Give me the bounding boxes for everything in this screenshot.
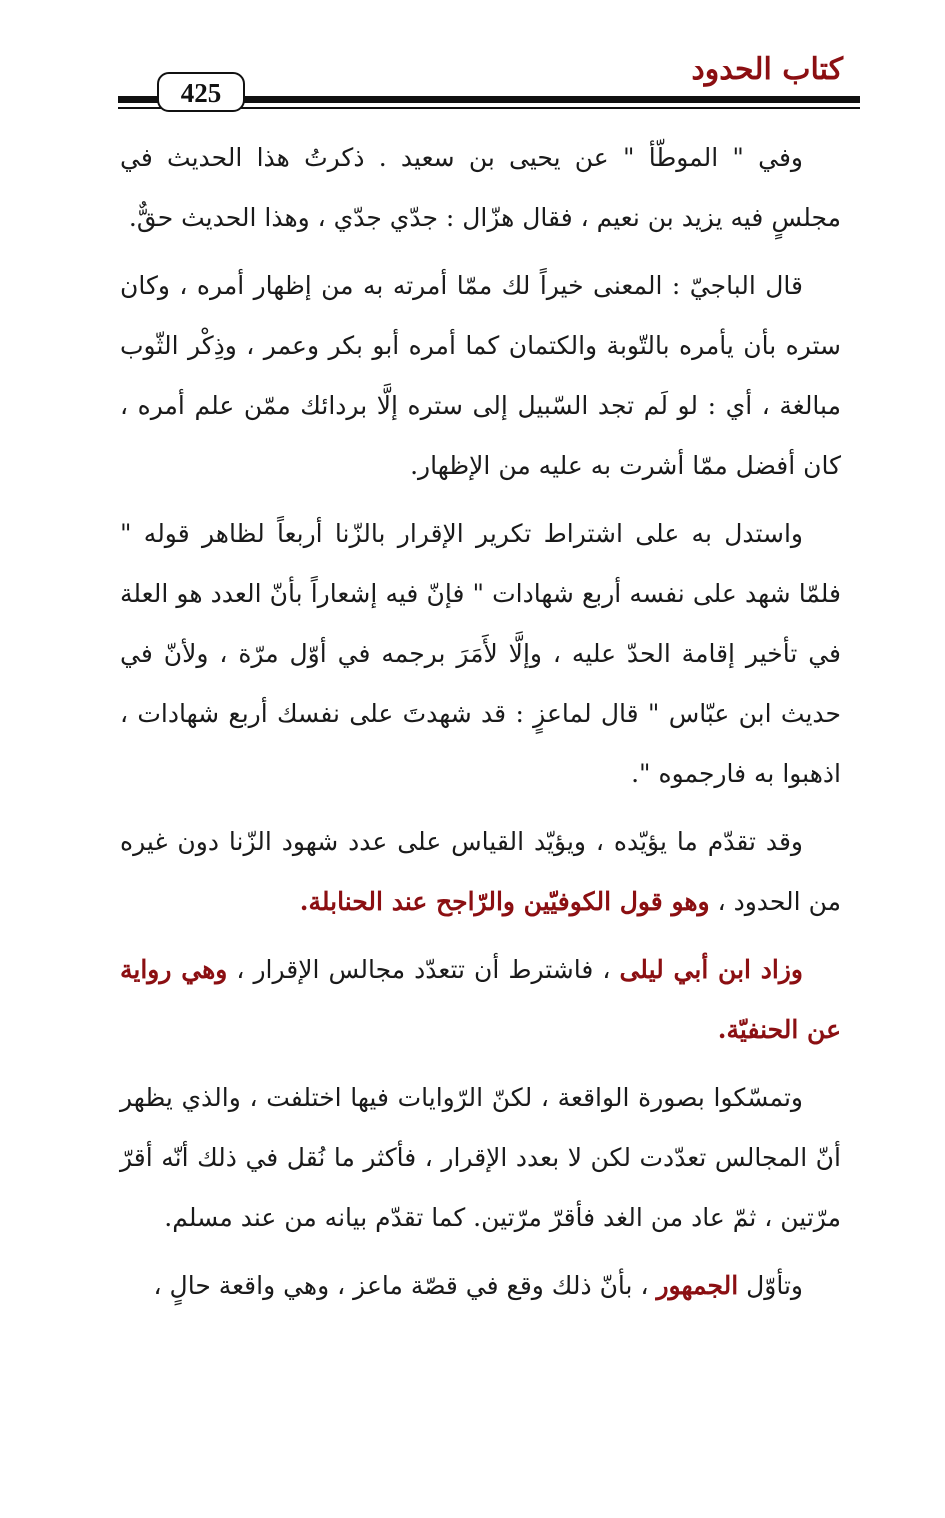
paragraph	[120, 504, 841, 804]
highlighted-text: وهي رواية عن الحنفيّة.	[120, 955, 841, 1044]
page-number: 425	[157, 72, 245, 112]
body-text	[120, 128, 841, 1324]
book-title: كتاب الحدود	[691, 52, 843, 87]
paragraph	[120, 256, 841, 496]
text-segment: واستدل به على اشتراط تكرير الإقرار بالزّنا أربعاً لظاهر قوله " فلمّا شهد على نفسه أربع شهادات " فإنّ فيه إشعاراً بأنّ العدد هو العلة في تأخير إقامة الحدّ عليه ، وإلَّا لأَمَرَ برجمه في أوّل مرّة ، ولأنّ في حديث ابن عبّاس " قال لماعزٍ : قد شهدتَ على نفسك أربع شهادات ، اذهبوا به فارجموه ".	[120, 519, 841, 788]
text-segment: ، فاشترط أن تتعدّد مجالس الإقرار ،	[227, 955, 620, 984]
text-segment: ، بأنّ ذلك وقع في قصّة ماعز ، وهي واقعة حالٍ ،	[153, 1271, 657, 1300]
paragraph	[120, 128, 841, 248]
paragraph	[120, 812, 841, 932]
page-header	[0, 0, 945, 130]
paragraph	[120, 1256, 841, 1316]
text-segment: وتأوّل	[738, 1271, 803, 1300]
highlighted-text: وزاد ابن أبي ليلى	[619, 955, 803, 984]
text-segment: وقد تقدّم ما يؤيّده ، ويؤيّد القياس على عدد شهود الزّنا دون غيره من الحدود ،	[120, 827, 841, 916]
highlighted-text: وهو قول الكوفيّين والرّاجح عند الحنابلة.	[299, 887, 710, 916]
text-segment: وفي " الموطّأ " عن يحيى بن سعيد . ذكرتُ هذا الحديث في مجلسٍ فيه يزيد بن نعيم ، فقال هزّال : جدّي جدّي ، وهذا الحديث حقٌّ.	[120, 143, 841, 232]
text-segment: قال الباجيّ : المعنى خيراً لك ممّا أمرته به من إظهار أمره ، وكان ستره بأن يأمره بالتّوبة والكتمان كما أمره أبو بكر وعمر ، وذِكْر الثّوب مبالغة ، أي : لو لَم تجد السّبيل إلى ستره إلَّا بردائك ممّن علم أمره ، كان أفضل ممّا أشرت به عليه من الإظهار.	[120, 271, 841, 480]
highlighted-text: الجمهور	[656, 1271, 739, 1300]
paragraph	[120, 940, 841, 1060]
paragraph	[120, 1068, 841, 1248]
text-segment: وتمسّكوا بصورة الواقعة ، لكنّ الرّوايات فيها اختلفت ، والذي يظهر أنّ المجالس تعدّدت لكن لا بعدد الإقرار ، فأكثر ما نُقل في ذلك أنّه أقرّ مرّتين ، ثمّ عاد من الغد فأقرّ مرّتين. كما تقدّم بيانه من عند مسلم.	[120, 1083, 841, 1232]
